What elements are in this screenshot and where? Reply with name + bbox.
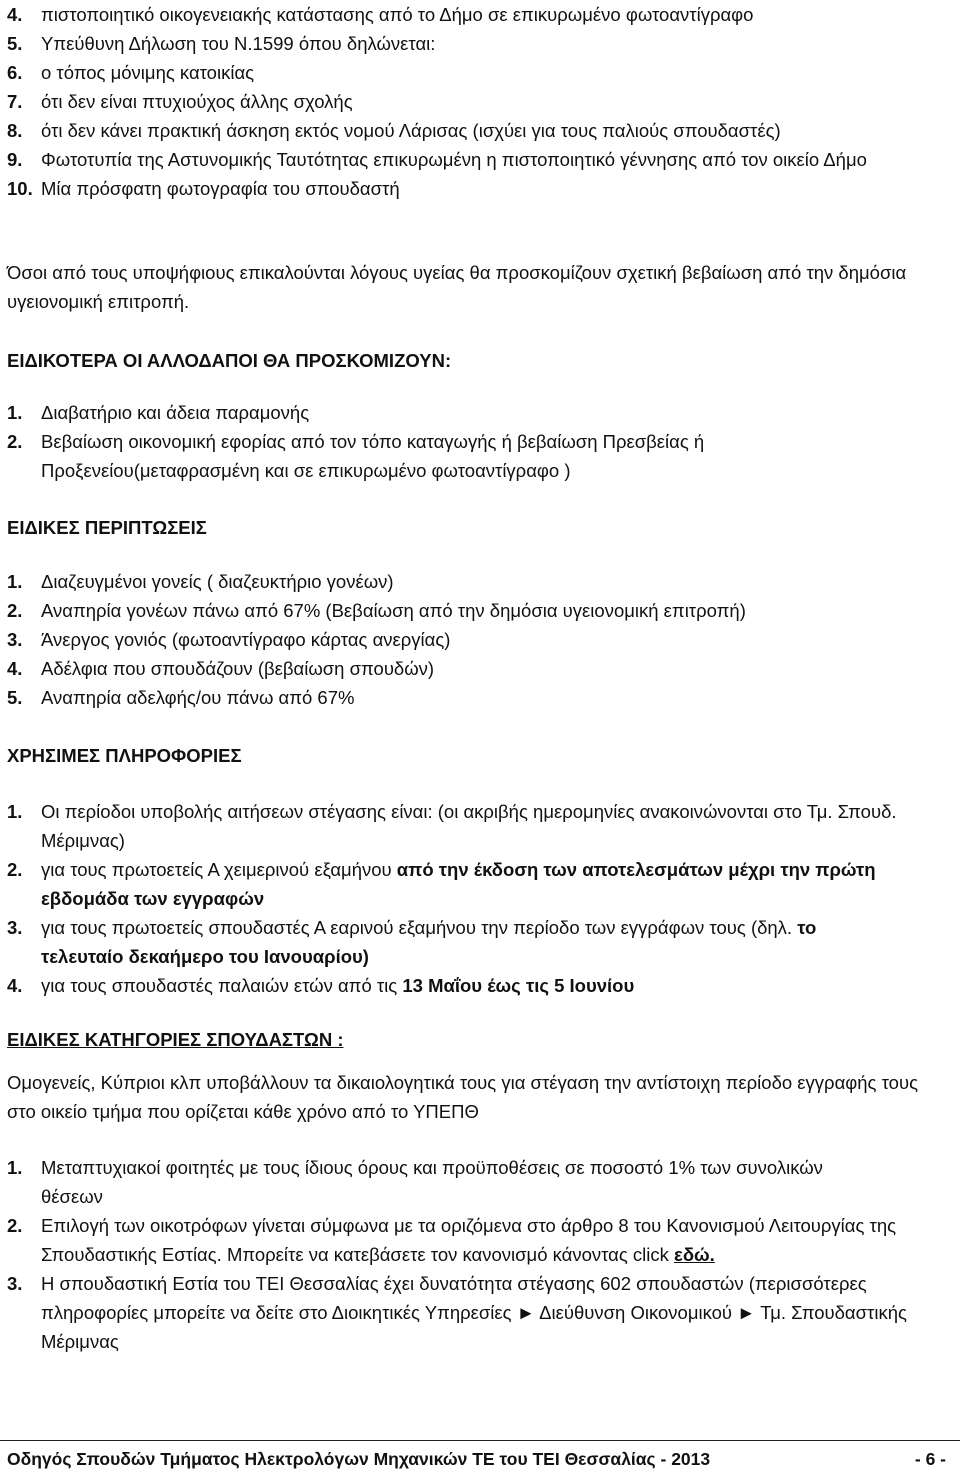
foreigners-heading: ΕΙΔΙΚΟΤΕΡΑ ΟΙ ΑΛΛΟΔΑΠΟΙ ΘΑ ΠΡΟΣΚΟΜΙΖΟΥΝ:: [7, 350, 452, 371]
list-item: 2. Αναπηρία γονέων πάνω από 67% (Βεβαίωση από την δημόσια υγειονομική επιτροπή): [7, 600, 746, 621]
list-item: 3. για τους πρωτοετείς σπουδαστές Α εαρινού εξαμήνου την περίοδο των εγγράφων τους (δηλ. το τελευταίο δεκαήμερο του Ιανουαρίου): [7, 917, 817, 967]
foreigners-list: [0, 398, 941, 485]
list-item: 10. Μία πρόσφατη φωτογραφία του σπουδαστή: [7, 178, 400, 199]
useful-info-list: [0, 797, 941, 1000]
list-item: 1. Διαζευγμένοι γονείς ( διαζευκτήριο γονέων): [7, 571, 394, 592]
page-footer: [0, 1440, 960, 1469]
list-item: 4. για τους σπουδαστές παλαιών ετών από τις 13 Μαΐου έως τις 5 Ιουνίου: [7, 975, 635, 996]
special-cases-heading: ΕΙΔΙΚΕΣ ΠΕΡΙΠΤΩΣΕΙΣ: [7, 517, 207, 538]
list-item: 4. πιστοποιητικό οικογενειακής κατάστασης από το Δήμο σε επικυρωμένο φωτοαντίγραφο: [7, 4, 754, 25]
page-number: - 6 -: [914, 1449, 946, 1469]
list-item: 2. Βεβαίωση οικονομική εφορίας από τον τόπο καταγωγής ή βεβαίωση Πρεσβείας ή Προξενείου(μεταφρασμένη και σε επικυρωμένο φωτοαντίγραφο ): [7, 431, 705, 481]
list-item: 8. ότι δεν κάνει πρακτική άσκηση εκτός νομού Λάρισας (ισχύει για τους παλιούς σπουδαστές): [7, 120, 781, 141]
list-item: 1. Διαβατήριο και άδεια παραμονής: [7, 402, 310, 423]
list-item: 9. Φωτοτυπία της Αστυνομικής Ταυτότητας επικυρωμένη η πιστοποιητικό γέννησης από τον οικείο Δήμο: [7, 149, 867, 170]
list-item: 2. για τους πρωτοετείς Α χειμερινού εξαμήνου από την έκδοση των αποτελεσμάτων μέχρι την πρώτη εβδομάδα των εγγραφών: [7, 859, 876, 909]
footer-title: Οδηγός Σπουδών Τμήματος Ηλεκτρολόγων Μηχανικών ΤΕ του ΤΕΙ Θεσσαλίας - 2013: [7, 1449, 711, 1469]
list-item: 1. Μεταπτυχιακοί φοιτητές με τους ίδιους όρους και προϋποθέσεις σε ποσοστό 1% των συνολικών θέσεων: [7, 1157, 823, 1207]
health-note: Όσοι από τους υποψήφιους επικαλούνται λόγους υγείας θα προσκομίζουν σχετική βεβαίωση από την δημόσια υγειονομική επιτροπή.: [7, 262, 907, 312]
special-categories-heading: ΕΙΔΙΚΕΣ ΚΑΤΗΓΟΡΙΕΣ ΣΠΟΥΔΑΣΤΩΝ :: [7, 1029, 344, 1050]
requirements-list: [0, 0, 941, 203]
list-item: 3. Η σπουδαστική Εστία του ΤΕΙ Θεσσαλίας έχει δυνατότητα στέγασης 602 σπουδαστών (περισσότερες πληροφορίες μπορείτε να δείτε στο Διοικητικές Υπηρεσίες ► Διεύθυνση Οικονομικού ► Τμ. Σπουδαστικής Μέριμνας: [7, 1273, 907, 1352]
list-item: 7. ότι δεν είναι πτυχιούχος άλλης σχολής: [7, 91, 353, 112]
download-link[interactable]: εδώ.: [674, 1244, 715, 1265]
special-categories-list: [0, 1153, 921, 1356]
special-cases-list: [0, 567, 941, 712]
list-item: 6. ο τόπος μόνιμης κατοικίας: [7, 62, 255, 83]
list-item: 5. Υπεύθυνη Δήλωση του Ν.1599 όπου δηλώνεται:: [7, 33, 436, 54]
list-item: 2. Επιλογή των οικοτρόφων γίνεται σύμφωνα με τα οριζόμενα στο άρθρο 8 του Κανονισμού Λειτουργίας της Σπουδαστικής Εστίας. Μπορείτε να κατεβάσετε τον κανονισμό κάνοντας click εδώ.: [7, 1215, 897, 1265]
list-item: 3. Άνεργος γονιός (φωτοαντίγραφο κάρτας ανεργίας): [7, 629, 451, 650]
list-item: 4. Αδέλφια που σπουδάζουν (βεβαίωση σπουδών): [7, 658, 435, 679]
list-item: 1. Οι περίοδοι υποβολής αιτήσεων στέγασης είναι: (οι ακριβής ημερομηνίες ανακοινώνονται στο Τμ. Σπουδ. Μέριμνας): [7, 801, 897, 851]
list-item: 5. Αναπηρία αδελφής/ου πάνω από 67%: [7, 687, 355, 708]
special-categories-intro: Ομογενείς, Κύπριοι κλπ υποβάλλουν τα δικαιολογητικά τους για στέγαση την αντίστοιχη περίοδο εγγραφής τους στο οικείο τμήμα που ορίζεται κάθε χρόνο από το ΥΠΕΠΘ: [7, 1072, 918, 1122]
useful-info-heading: ΧΡΗΣΙΜΕΣ ΠΛΗΡΟΦΟΡΙΕΣ: [7, 745, 242, 766]
